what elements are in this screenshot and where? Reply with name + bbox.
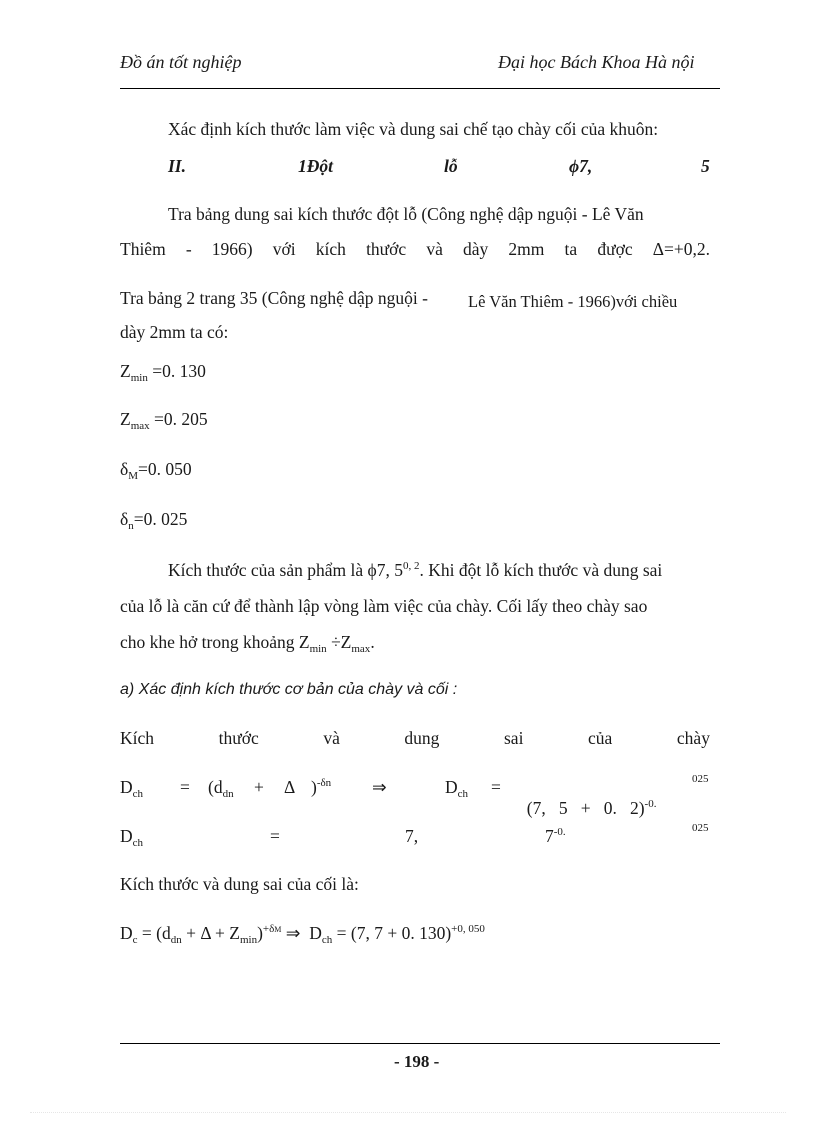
word: và [426, 239, 443, 259]
p2-line2: dày 2mm ta có: [120, 322, 229, 342]
eq1-rhs-d: $D_{ch}$ [445, 777, 469, 800]
eq1-arrow: ⇒ [372, 777, 387, 797]
footer-rule [120, 1043, 720, 1044]
p2-line1a: Tra bảng 2 trang 35 (Công nghệ dập nguội - [120, 288, 428, 308]
p3-line2: của lỗ là căn cứ để thành lập vòng làm việc của chày. Cối lấy theo chày sao [120, 596, 648, 616]
section-word-1: 1Đột [298, 156, 333, 176]
section-word-4: 5 [701, 156, 710, 176]
word: 1966) [211, 239, 253, 259]
eq3: $D_c = (d_{dn} + \Delta + Z_{min})^{+\delta M}$ ⇒ $D_{ch} = (7$, 7 + 0. 130)$^{+0, 050}$ [120, 923, 485, 946]
header-rule [120, 88, 720, 89]
word: Δ=+0,2. [652, 239, 710, 259]
eq2-lhs: $D_{ch}$ [120, 826, 144, 849]
page-number: - 198 - [394, 1052, 440, 1071]
section-word-2: lỗ [444, 156, 458, 176]
p2-line1b: Lê Văn Thiêm - 1966)với chiều [468, 292, 678, 311]
word: 2mm [508, 239, 545, 259]
eq1-close: )$^{-\delta n}$ [311, 777, 332, 797]
coi-label: Kích thước và dung sai của cối là: [120, 874, 359, 894]
eq1-equals: = [180, 777, 190, 797]
header-left: Đồ án tốt nghiệp [120, 52, 242, 72]
p3-line1: Kích thước của sản phẩm là ϕ7, 5$^{0, 2}$. Khi đột lỗ kích thước và dung sai [168, 560, 663, 580]
word: ta [564, 239, 578, 259]
intro-line: Xác định kích thước làm việc và dung sai chế tạo chày cối của khuôn: [168, 119, 659, 139]
word: Thiêm [120, 239, 166, 259]
p1-line2 [120, 239, 710, 260]
eq2-v2: $7^{-0.}$ [545, 826, 566, 846]
section-word-3: ϕ7, [569, 156, 593, 176]
delta-m-value: $\delta_M=0$. 050 [120, 459, 192, 482]
eq2-equals: = [270, 826, 280, 846]
zmin-value: $Z_{min} =0$. 130 [120, 361, 206, 384]
word: kích [315, 239, 346, 259]
word: được [597, 239, 633, 259]
zmax-value: $Z_{max} =0$. 205 [120, 409, 208, 432]
eq1-rhs-equals: = [491, 777, 501, 797]
word: với [272, 239, 296, 259]
word: thước [366, 239, 407, 259]
eq1-rhs: (7, 5 + 0. 2)$^{-0.}$ [526, 798, 657, 818]
eq1-plus: + [254, 777, 264, 797]
section-number: II. [168, 156, 186, 176]
word: dày [463, 239, 489, 259]
header-right: Đại học Bách Khoa Hà nội [498, 52, 695, 72]
delta-n-value: $\delta_n=0$. 025 [120, 509, 188, 532]
eq2-tail: 025 [692, 822, 709, 834]
p3-line3: cho khe hở trong khoảng $Z_{min} \div Z_{max}$. [120, 632, 375, 655]
eq1-open: ($d_{dn}$ [208, 777, 234, 800]
bottom-dotted-line [30, 1112, 786, 1113]
subheading: a) Xác định kích thước cơ bản của chày và cối : [120, 681, 458, 698]
eq1-lhs: $D_{ch}$ [120, 777, 144, 800]
eq2-v1: 7, [405, 826, 419, 846]
p1-line1: Tra bảng dung sai kích thước đột lỗ (Công nghệ dập nguội - Lê Văn [168, 204, 644, 224]
kich-thuoc-line: Kích thước và dung sai của chày [120, 728, 710, 748]
eq1-tail: 025 [692, 773, 709, 785]
eq1-delta: Δ [284, 777, 296, 797]
word: - [185, 239, 192, 259]
